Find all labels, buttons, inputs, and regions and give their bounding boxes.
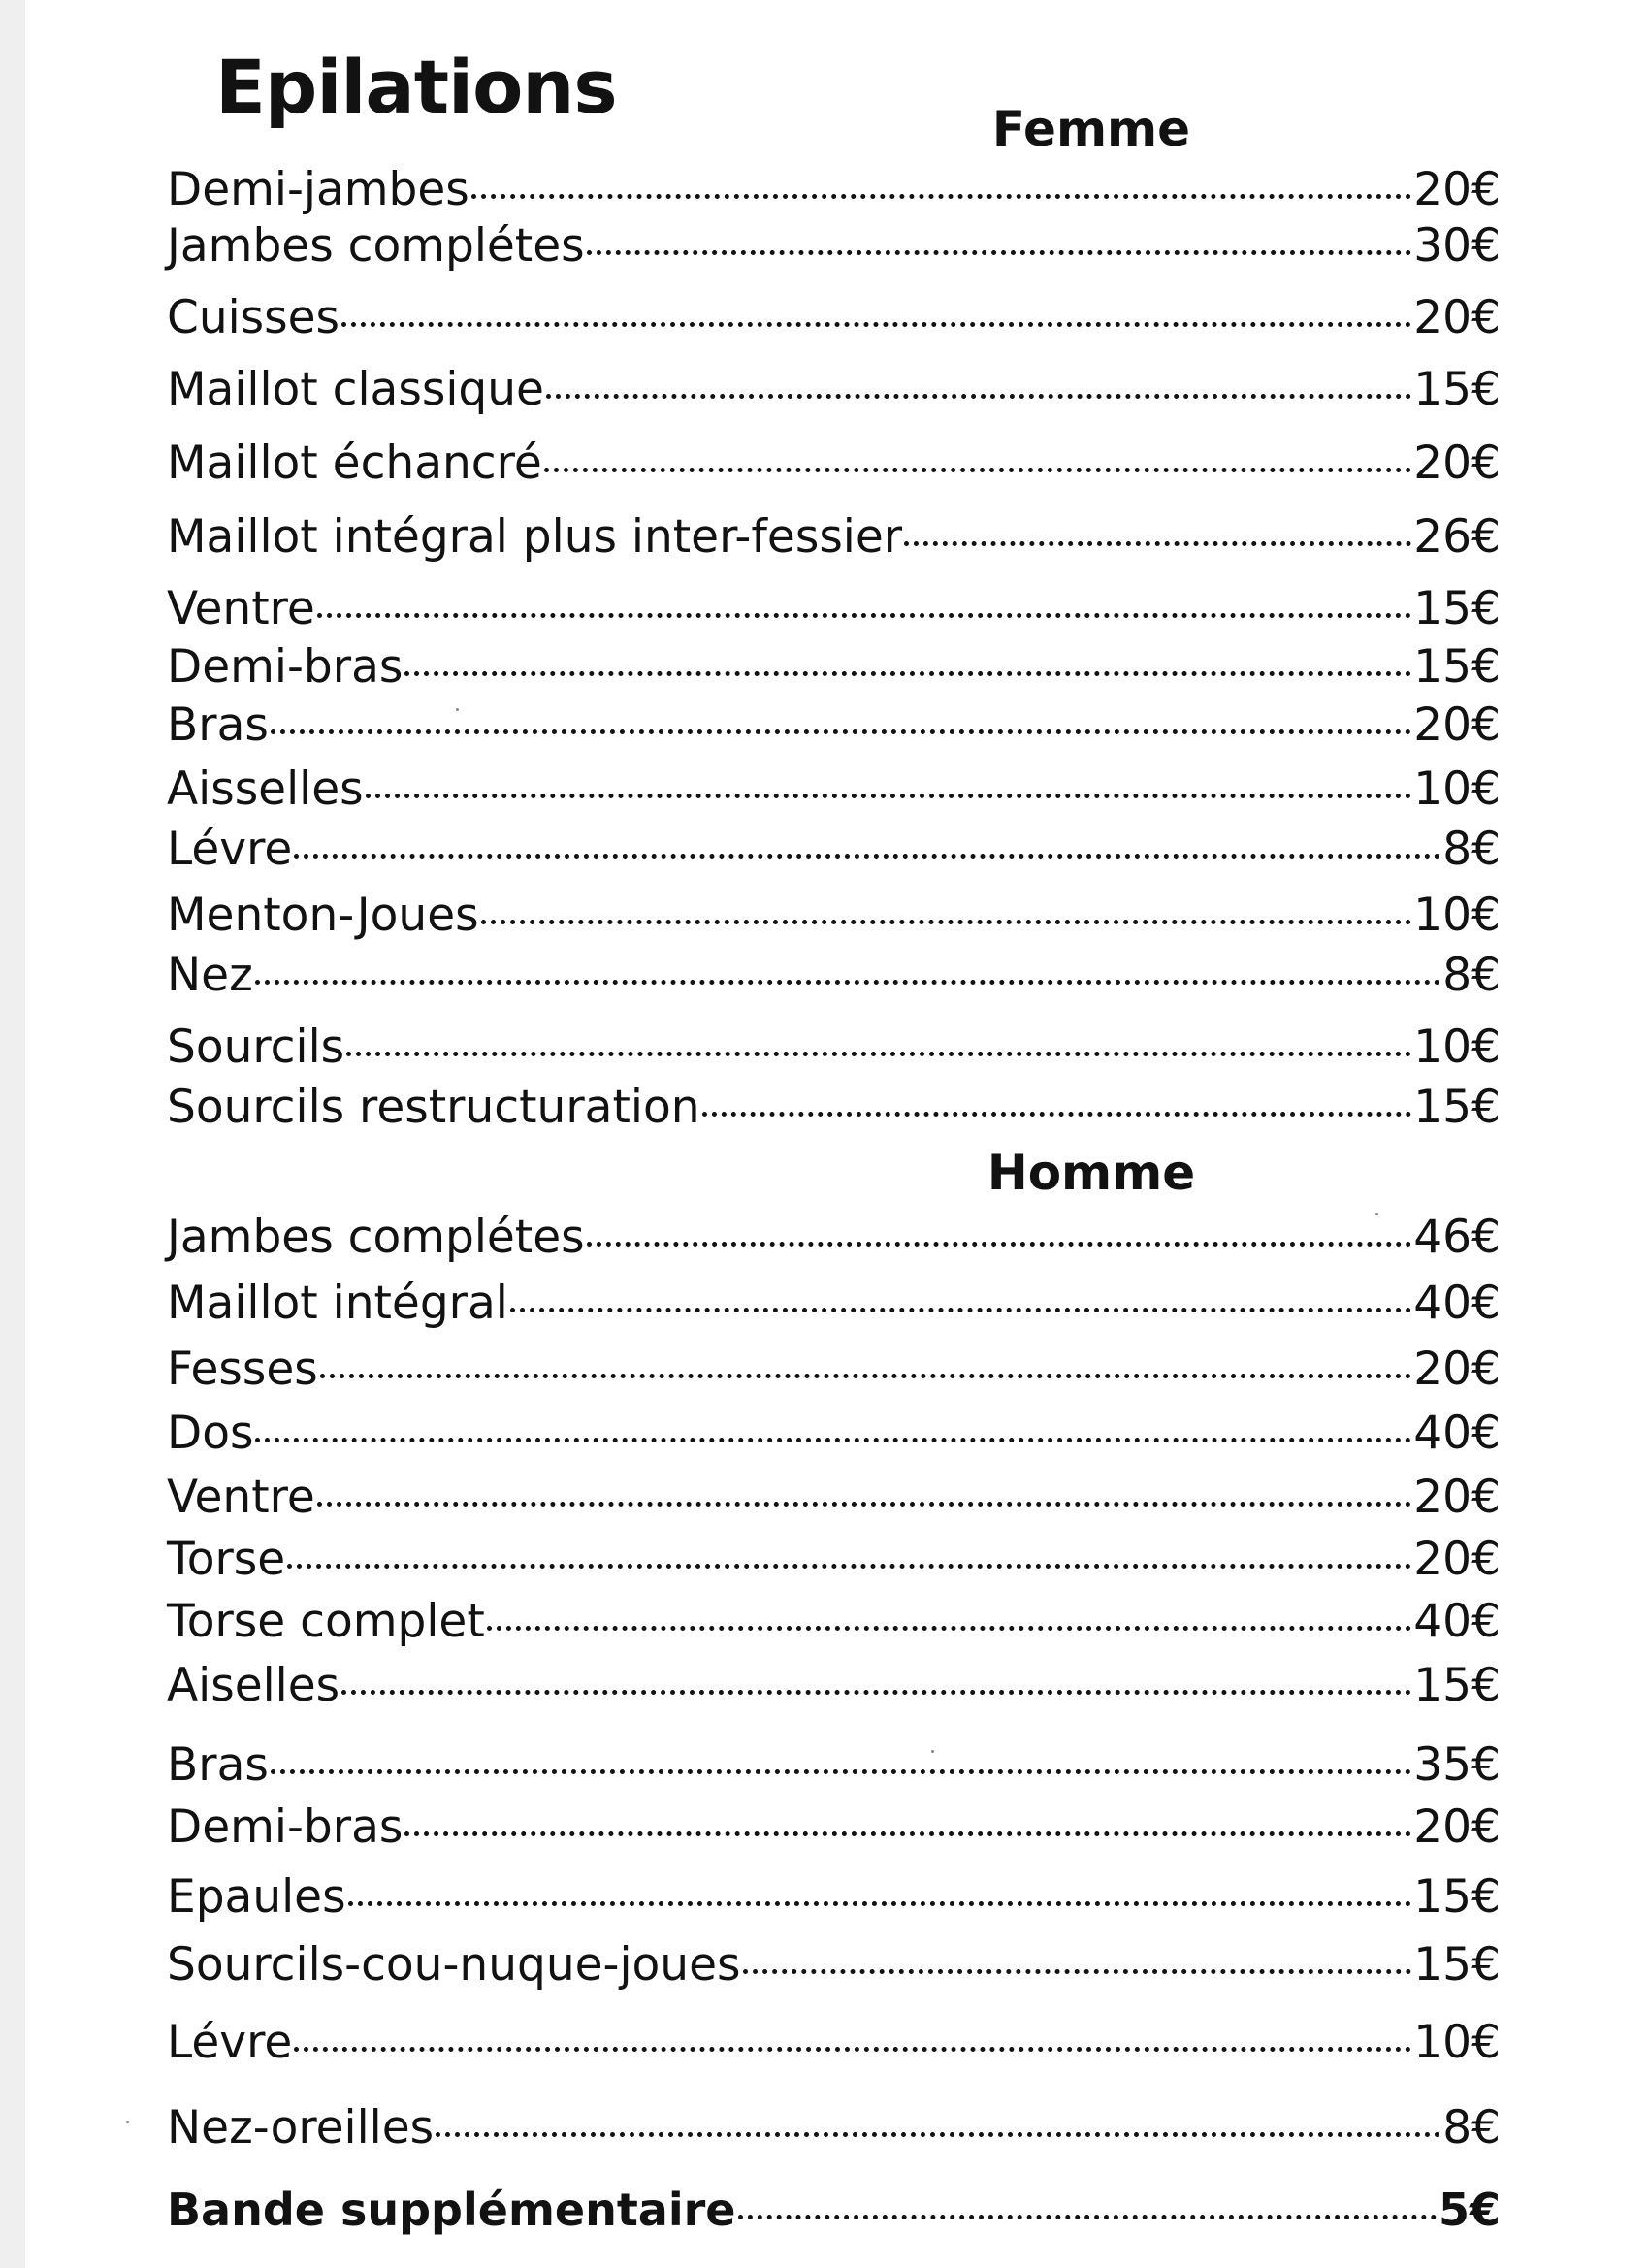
price-row	[167, 291, 1501, 345]
service-name: Menton-Joues	[167, 889, 479, 942]
section-heading-homme: Homme	[986, 1145, 1196, 1201]
service-name: Torse complet	[167, 1595, 485, 1648]
dot-leader	[904, 541, 1411, 546]
price-row	[167, 1021, 1501, 1075]
dot-leader	[294, 854, 1440, 859]
dot-leader	[487, 1626, 1412, 1631]
dot-leader	[255, 980, 1440, 985]
service-price: 30€	[1413, 219, 1501, 273]
service-name: Maillot intégral plus inter-fessier	[167, 510, 903, 564]
price-row	[167, 582, 1501, 636]
service-price: 15€	[1413, 363, 1501, 416]
service-name: Lévre	[167, 2016, 293, 2069]
service-price: 20€	[1413, 437, 1501, 490]
service-name: Fesses	[167, 1343, 318, 1396]
service-name: Sourcils restructuration	[167, 1081, 700, 1134]
service-name: Dos	[167, 1407, 254, 1460]
service-price: 10€	[1413, 2016, 1501, 2069]
price-row	[167, 1471, 1501, 1525]
service-price: 10€	[1413, 1021, 1501, 1074]
price-row	[167, 823, 1501, 877]
dot-leader	[510, 1308, 1411, 1312]
dot-leader	[546, 394, 1411, 399]
dot-leader	[481, 920, 1412, 924]
service-name: Jambes complétes	[167, 219, 585, 273]
service-name: Demi-bras	[167, 1800, 404, 1854]
dot-leader	[404, 1831, 1411, 1836]
dot-leader	[294, 2047, 1411, 2052]
service-price: 20€	[1413, 1471, 1501, 1524]
price-row	[167, 437, 1501, 491]
service-name: Bande supplémentaire	[167, 2184, 736, 2236]
dot-leader	[320, 1374, 1412, 1378]
price-row	[167, 510, 1501, 565]
dot-leader	[346, 1052, 1411, 1056]
dot-leader	[587, 1242, 1412, 1247]
service-price: 46€	[1413, 1211, 1501, 1264]
service-name: Aiselles	[167, 1659, 340, 1712]
price-row	[167, 2016, 1501, 2070]
service-price: 20€	[1413, 1800, 1501, 1854]
service-name: Aisselles	[167, 762, 364, 816]
dot-leader	[341, 1690, 1411, 1695]
dot-leader	[436, 2132, 1440, 2137]
price-row	[167, 640, 1501, 695]
service-price: 10€	[1413, 889, 1501, 942]
price-row	[167, 1938, 1501, 1993]
price-row	[167, 1277, 1501, 1331]
price-row	[167, 1407, 1501, 1461]
page-edge	[0, 0, 25, 2268]
service-name: Maillot classique	[167, 363, 544, 416]
service-price: 5€	[1438, 2184, 1501, 2236]
dot-leader	[404, 671, 1411, 676]
service-name: Torse	[167, 1533, 286, 1586]
service-price: 20€	[1413, 698, 1501, 752]
service-price: 20€	[1413, 291, 1501, 344]
dot-leader	[738, 2215, 1437, 2219]
price-row	[167, 219, 1501, 274]
scan-speck	[126, 2121, 129, 2123]
scan-speck	[931, 1750, 934, 1753]
service-price: 8€	[1442, 823, 1501, 876]
service-name: Jambes complétes	[167, 1211, 585, 1264]
dot-leader	[271, 729, 1411, 734]
service-price: 20€	[1413, 1533, 1501, 1586]
service-name: Sourcils	[167, 1021, 345, 1074]
dot-leader	[255, 1438, 1411, 1442]
price-row	[167, 2101, 1501, 2155]
scan-speck	[456, 708, 459, 711]
service-price: 20€	[1413, 163, 1501, 216]
price-row	[167, 1595, 1501, 1649]
service-price: 40€	[1413, 1277, 1501, 1330]
price-row	[167, 949, 1501, 1003]
service-name: Maillot intégral	[167, 1277, 508, 1330]
price-row	[167, 1659, 1501, 1713]
price-row	[167, 1211, 1501, 1265]
price-row	[167, 1343, 1501, 1397]
dot-leader	[544, 468, 1411, 472]
price-row	[167, 1081, 1501, 1135]
service-name: Cuisses	[167, 291, 340, 344]
dot-leader	[287, 1564, 1411, 1569]
service-name: Epaules	[167, 1870, 346, 1924]
dot-leader	[317, 1502, 1411, 1507]
service-price: 15€	[1413, 1659, 1501, 1712]
service-price: 15€	[1413, 640, 1501, 694]
service-price: 8€	[1442, 2101, 1501, 2155]
service-name: Lévre	[167, 823, 293, 876]
service-price: 26€	[1413, 510, 1501, 564]
service-name: Sourcils-cou-nuque-joues	[167, 1938, 741, 1992]
dot-leader	[348, 1901, 1412, 1906]
price-row-extra	[167, 2183, 1501, 2237]
service-price: 15€	[1413, 582, 1501, 635]
scan-speck	[1375, 1213, 1378, 1215]
price-row	[167, 762, 1501, 817]
price-row	[167, 698, 1501, 753]
service-name: Nez-oreilles	[167, 2101, 435, 2155]
dot-leader	[471, 194, 1411, 199]
price-row	[167, 1800, 1501, 1855]
dot-leader	[587, 250, 1412, 255]
price-row	[167, 1533, 1501, 1587]
dot-leader	[366, 794, 1412, 798]
service-price: 15€	[1413, 1870, 1501, 1924]
section-heading-femme: Femme	[991, 101, 1191, 157]
page-title: Epilations	[215, 44, 617, 130]
service-name: Nez	[167, 949, 253, 1002]
price-row	[167, 1870, 1501, 1925]
price-row	[167, 889, 1501, 943]
service-name: Maillot échancré	[167, 437, 542, 490]
service-price: 10€	[1413, 762, 1501, 816]
service-price: 8€	[1442, 949, 1501, 1002]
dot-leader	[271, 1769, 1411, 1774]
service-price: 40€	[1413, 1595, 1501, 1648]
service-price: 15€	[1413, 1938, 1501, 1992]
dot-leader	[341, 322, 1411, 327]
service-name: Demi-jambes	[167, 163, 469, 216]
price-row	[167, 1738, 1501, 1793]
service-name: Demi-bras	[167, 640, 404, 694]
price-row	[167, 363, 1501, 417]
service-price: 15€	[1413, 1081, 1501, 1134]
service-name: Bras	[167, 1738, 269, 1792]
dot-leader	[743, 1969, 1412, 1974]
service-name: Ventre	[167, 582, 315, 635]
service-name: Bras	[167, 698, 269, 752]
price-row	[167, 163, 1501, 217]
service-price: 35€	[1413, 1738, 1501, 1792]
service-price: 20€	[1413, 1343, 1501, 1396]
dot-leader	[702, 1112, 1412, 1117]
service-price: 40€	[1413, 1407, 1501, 1460]
service-name: Ventre	[167, 1471, 315, 1524]
dot-leader	[317, 613, 1411, 618]
